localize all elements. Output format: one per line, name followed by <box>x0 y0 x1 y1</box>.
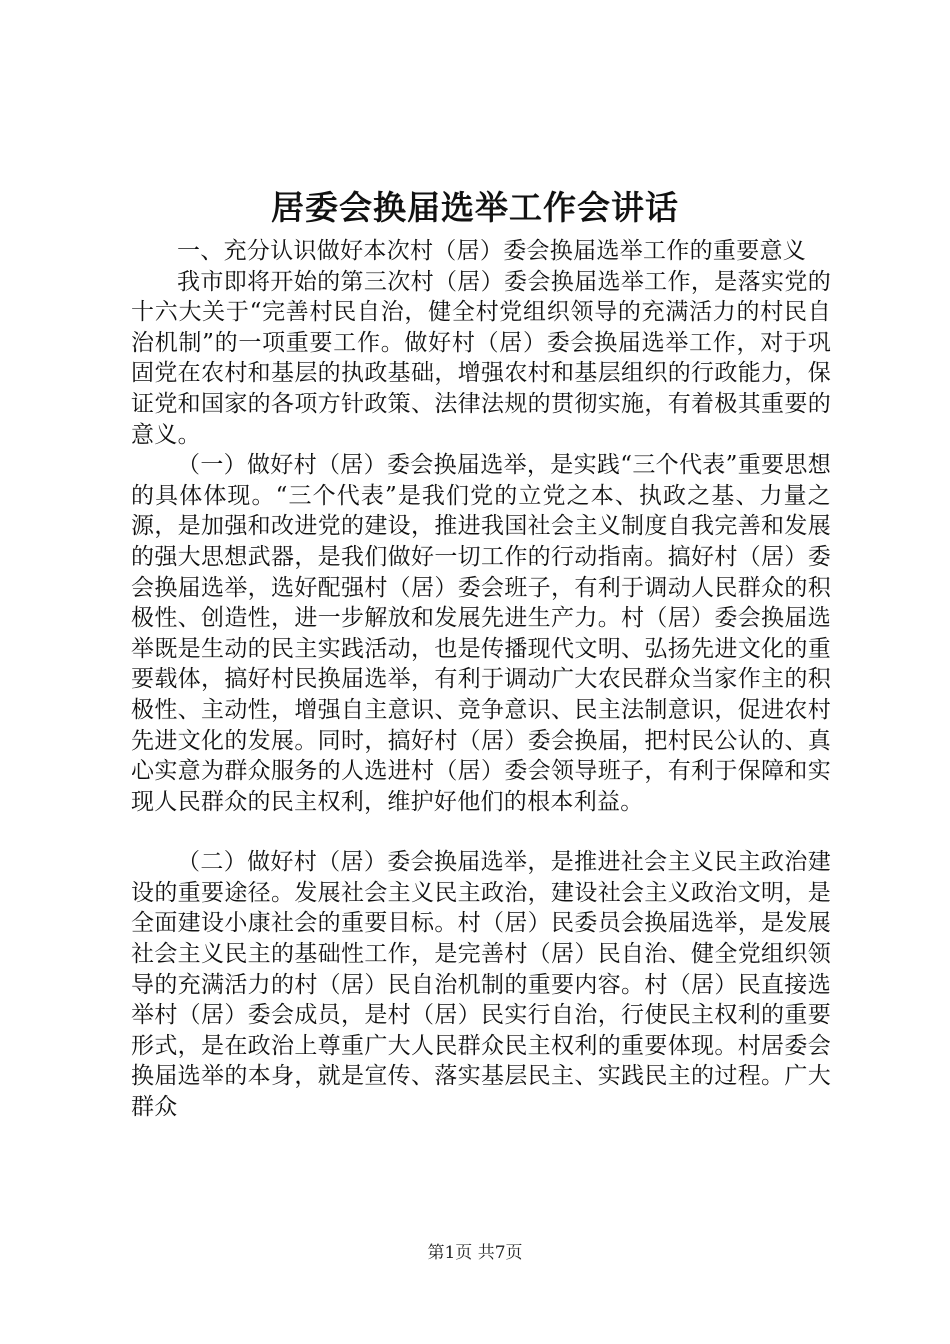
section-heading: 一、充分认识做好本次村（居）委会换届选举工作的重要意义 <box>177 238 807 264</box>
body-paragraph: （二）做好村（居）委会换届选举，是推进社会主义民主政治建设的重要途径。发展社会主义民主政治，建设社会主义政治文明，是全面建设小康社会的重要目标。村（居）民委员会换届选举，是发展社会主义民主的基础性工作，是完善村（居）民自治、健全党组织领导的充满活力的村（居）民自治机制的重要内容。村（居）民直接选举村（居）委会成员，是村（居）民实行自治，行使民主权利的重要形式，是在政治上尊重广大人民群众民主权利的重要体现。村居委会换届选举的本身，就是宣传、落实基层民主、实践民主的过程。广大群众 <box>131 849 831 1121</box>
body-paragraph: （一）做好村（居）委会换届选举，是实践“三个代表”重要思想的具体体现。“三个代表”是我们党的立党之本、执政之基、力量之源，是加强和改进党的建设，推进我国社会主义制度自我完善和发展的强大思想武器，是我们做好一切工作的行动指南。搞好村（居）委会换届选举，选好配强村（居）委会班子，有利于调动人民群众的积极性、创造性，进一步解放和发展先进生产力。村（居）委会换届选举既是生动的民主实践活动，也是传播现代文明、弘扬先进文化的重要载体，搞好村民换届选举，有利于调动广大农民群众当家作主的积极性、主动性，增强自主意识、竞争意识、民主法制意识，促进农村先进文化的发展。同时，搞好村（居）委会换届，把村民公认的、真心实意为群众服务的人选进村（居）委会领导班子，有利于保障和实现人民群众的民主权利，维护好他们的根本利益。 <box>131 452 831 815</box>
document-body <box>131 236 831 1123</box>
document-title: 居委会换届选举工作会讲话 <box>271 188 679 227</box>
page-number-footer: 第1页 共7页 <box>427 1243 523 1263</box>
body-paragraph: 我市即将开始的第三次村（居）委会换届选举工作，是落实党的十六大关于“完善村民自治，健全村党组织领导的充满活力的村民自治机制”的一项重要工作。做好村（居）委会换届选举工作，对于巩固党在农村和基层的执政基础，增强农村和基层组织的行政能力，保证党和国家的各项方针政策、法律法规的贯彻实施，有着极其重要的意义。 <box>131 268 831 448</box>
